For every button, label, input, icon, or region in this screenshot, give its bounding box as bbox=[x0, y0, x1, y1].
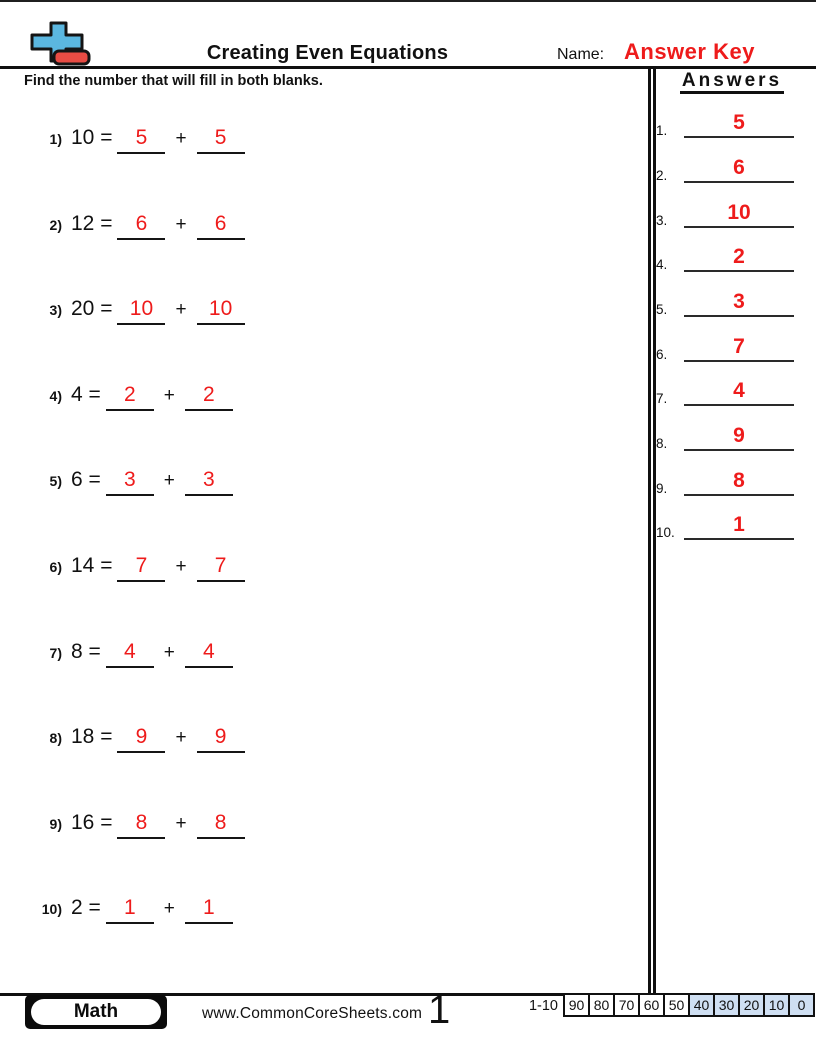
answer-blank-1: 4 bbox=[106, 640, 154, 668]
answer-blank-2: 10 bbox=[197, 297, 245, 325]
score-table bbox=[563, 993, 815, 1017]
problem-row-3 bbox=[30, 297, 245, 325]
equation-lhs: 4 = bbox=[71, 383, 101, 406]
website-url: www.CommonCoreSheets.com bbox=[202, 1005, 423, 1022]
answer-value: 9 bbox=[684, 424, 794, 451]
plus-operator: + bbox=[163, 385, 175, 406]
plus-operator: + bbox=[175, 813, 187, 834]
problem-number: 7) bbox=[49, 645, 62, 661]
answer-blank-2: 4 bbox=[185, 640, 233, 668]
answer-value: 1 bbox=[684, 513, 794, 540]
answers-header bbox=[652, 70, 812, 92]
score-cell-5: 40 bbox=[688, 993, 715, 1017]
answer-blank-1: 1 bbox=[106, 896, 154, 924]
answer-row-3 bbox=[656, 201, 794, 228]
equation-lhs: 2 = bbox=[71, 896, 101, 919]
answer-blank-2: 9 bbox=[197, 725, 245, 753]
answer-blank-2: 8 bbox=[197, 811, 245, 839]
problem-number: 9) bbox=[49, 816, 62, 832]
score-cell-4: 50 bbox=[663, 993, 690, 1017]
name-label: Name: bbox=[557, 46, 605, 63]
answer-blank-1: 5 bbox=[117, 126, 165, 154]
equation-lhs: 20 = bbox=[71, 297, 113, 320]
answer-key-label: Answer Key bbox=[624, 39, 755, 64]
problem-number: 1) bbox=[49, 131, 62, 147]
instruction-text: Find the number that will fill in both blanks. bbox=[24, 73, 323, 89]
problem-row-5 bbox=[30, 468, 233, 496]
score-cell-8: 10 bbox=[763, 993, 790, 1017]
answer-blank-1: 3 bbox=[106, 468, 154, 496]
answer-number: 3. bbox=[656, 213, 668, 228]
problem-row-4 bbox=[30, 383, 233, 411]
answer-blank-2: 2 bbox=[185, 383, 233, 411]
equation-lhs: 14 = bbox=[71, 554, 113, 577]
problem-row-8 bbox=[30, 725, 245, 753]
page-number: 1 bbox=[428, 988, 451, 1032]
answer-number: 5. bbox=[656, 302, 668, 317]
problem-number: 6) bbox=[49, 559, 62, 575]
answer-value: 3 bbox=[684, 290, 794, 317]
answer-row-9 bbox=[656, 469, 794, 496]
score-cell-9: 0 bbox=[788, 993, 815, 1017]
answers-column-divider bbox=[648, 66, 656, 995]
equation-lhs: 12 = bbox=[71, 212, 113, 235]
answer-value: 10 bbox=[684, 201, 794, 228]
equation-lhs: 18 = bbox=[71, 725, 113, 748]
score-cell-2: 70 bbox=[613, 993, 640, 1017]
answer-number: 9. bbox=[656, 481, 668, 496]
plus-operator: + bbox=[163, 898, 175, 919]
score-range-label: 1-10 bbox=[528, 998, 558, 1014]
answer-blank-1: 2 bbox=[106, 383, 154, 411]
problem-number: 10) bbox=[41, 901, 62, 917]
equation-lhs: 10 = bbox=[71, 126, 113, 149]
answer-blank-2: 3 bbox=[185, 468, 233, 496]
answer-row-8 bbox=[656, 424, 794, 451]
plus-operator: + bbox=[163, 470, 175, 491]
answer-row-6 bbox=[656, 335, 794, 362]
plus-operator: + bbox=[175, 299, 187, 320]
header-divider bbox=[0, 66, 816, 69]
plus-operator: + bbox=[163, 642, 175, 663]
answer-number: 7. bbox=[656, 391, 668, 406]
problem-number: 5) bbox=[49, 473, 62, 489]
answers-header-text: Answers bbox=[680, 70, 784, 94]
answer-number: 10. bbox=[656, 525, 675, 540]
answer-blank-1: 10 bbox=[117, 297, 165, 325]
answer-blank-1: 8 bbox=[117, 811, 165, 839]
answer-row-5 bbox=[656, 290, 794, 317]
problem-number: 2) bbox=[49, 217, 62, 233]
page-top-border bbox=[0, 0, 816, 2]
subject-badge-label: Math bbox=[31, 999, 161, 1025]
plus-operator: + bbox=[175, 214, 187, 235]
problem-row-1 bbox=[30, 126, 245, 154]
answer-value: 7 bbox=[684, 335, 794, 362]
answer-number: 4. bbox=[656, 257, 668, 272]
answer-blank-2: 7 bbox=[197, 554, 245, 582]
problem-row-7 bbox=[30, 640, 233, 668]
answer-blank-1: 9 bbox=[117, 725, 165, 753]
answer-value: 8 bbox=[684, 469, 794, 496]
worksheet-title: Creating Even Equations bbox=[206, 42, 449, 64]
answer-row-10 bbox=[656, 513, 794, 540]
problem-number: 8) bbox=[49, 730, 62, 746]
answer-value: 6 bbox=[684, 156, 794, 183]
answer-number: 1. bbox=[656, 123, 668, 138]
answer-row-1 bbox=[656, 111, 794, 138]
answer-number: 2. bbox=[656, 168, 668, 183]
problem-number: 4) bbox=[49, 388, 62, 404]
answer-blank-1: 6 bbox=[117, 212, 165, 240]
answer-blank-1: 7 bbox=[117, 554, 165, 582]
answer-row-7 bbox=[656, 379, 794, 406]
plus-operator: + bbox=[175, 128, 187, 149]
score-cell-6: 30 bbox=[713, 993, 740, 1017]
answer-number: 8. bbox=[656, 436, 668, 451]
score-cell-0: 90 bbox=[563, 993, 590, 1017]
problem-row-9 bbox=[30, 811, 245, 839]
equation-lhs: 8 = bbox=[71, 640, 101, 663]
problem-row-2 bbox=[30, 212, 245, 240]
answer-blank-2: 6 bbox=[197, 212, 245, 240]
answer-blank-2: 5 bbox=[197, 126, 245, 154]
answer-blank-2: 1 bbox=[185, 896, 233, 924]
plus-operator: + bbox=[175, 556, 187, 577]
score-cell-7: 20 bbox=[738, 993, 765, 1017]
plus-operator: + bbox=[175, 727, 187, 748]
score-cell-1: 80 bbox=[588, 993, 615, 1017]
subject-badge bbox=[25, 995, 167, 1029]
answer-value: 2 bbox=[684, 245, 794, 272]
answer-row-2 bbox=[656, 156, 794, 183]
answer-row-4 bbox=[656, 245, 794, 272]
score-cell-3: 60 bbox=[638, 993, 665, 1017]
problem-row-6 bbox=[30, 554, 245, 582]
equation-lhs: 6 = bbox=[71, 468, 101, 491]
answer-value: 5 bbox=[684, 111, 794, 138]
equation-lhs: 16 = bbox=[71, 811, 113, 834]
answer-number: 6. bbox=[656, 347, 668, 362]
problem-number: 3) bbox=[49, 302, 62, 318]
answer-value: 4 bbox=[684, 379, 794, 406]
problem-row-10 bbox=[30, 896, 233, 924]
